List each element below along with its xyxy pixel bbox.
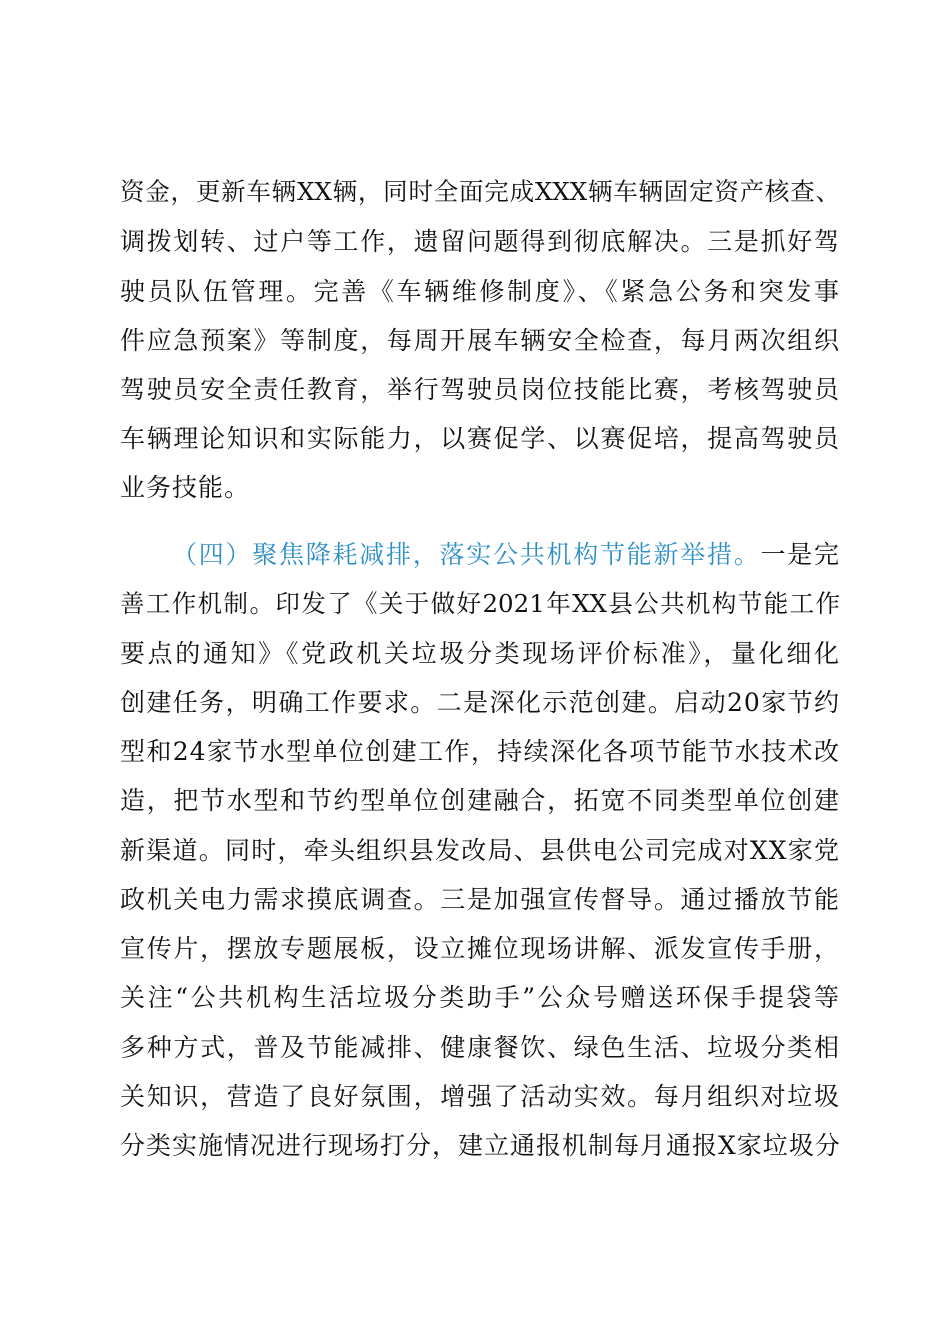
- paragraph-2-line: 创建任务，明确工作要求。二是深化示范创建。启动20家节约: [120, 688, 840, 717]
- paragraph-2-line: 关知识，营造了良好氛围，增强了活动实效。每月组织对垃圾: [120, 1082, 840, 1111]
- paragraph-2-line: 要点的通知》《党政机关垃圾分类现场评价标准》，量化细化: [120, 639, 840, 668]
- paragraph-1-line: 调拨划转、过户等工作，遗留问题得到彻底解决。三是抓好驾: [120, 227, 840, 256]
- section-heading: （四）聚焦降耗减排，落实公共机构节能新举措。: [172, 540, 761, 569]
- paragraph-1-line: 车辆理论知识和实际能力，以赛促学、以赛促培，提高驾驶员: [120, 424, 840, 453]
- paragraph-1-line: 件应急预案》等制度，每周开展车辆安全检查，每月两次组织: [120, 326, 840, 355]
- paragraph-2-line: 造，把节水型和节约型单位创建融合，拓宽不同类型单位创建: [120, 786, 840, 815]
- paragraph-1-line: 资金，更新车辆XX辆，同时全面完成XXX辆车辆固定资产核查、: [120, 177, 840, 206]
- paragraph-1-line: 驾驶员安全责任教育，举行驾驶员岗位技能比赛，考核驾驶员: [120, 375, 840, 404]
- paragraph-2-line: 分类实施情况进行现场打分，建立通报机制每月通报X家垃圾分: [120, 1131, 841, 1160]
- paragraph-2-line: 型和24家节水型单位创建工作，持续深化各项节能节水技术改: [120, 737, 840, 766]
- paragraph-2-line: 关注“公共机构生活垃圾分类助手”公众号赠送环保手提袋等: [120, 983, 840, 1012]
- paragraph-2-line: 新渠道。同时，牵头组织县发改局、县供电公司完成对XX家党: [120, 836, 840, 865]
- paragraph-2-line: 善工作机制。印发了《关于做好2021年XX县公共机构节能工作: [120, 589, 840, 618]
- paragraph-1-line: 业务技能。: [120, 473, 251, 502]
- paragraph-2-first-line: [172, 529, 840, 581]
- paragraph-1-line: 驶员队伍管理。完善《车辆维修制度》、《紧急公务和突发事: [120, 277, 840, 306]
- paragraph-2-line: 政机关电力需求摸底调查。三是加强宣传督导。通过播放节能: [120, 885, 840, 914]
- paragraph-2-first-line-rest: 一是完: [760, 540, 840, 569]
- paragraph-2-line: 多种方式，普及节能减排、健康餐饮、绿色生活、垃圾分类相: [120, 1033, 840, 1062]
- paragraph-2-line: 宣传片，摆放专题展板，设立摊位现场讲解、派发宣传手册，: [120, 934, 840, 963]
